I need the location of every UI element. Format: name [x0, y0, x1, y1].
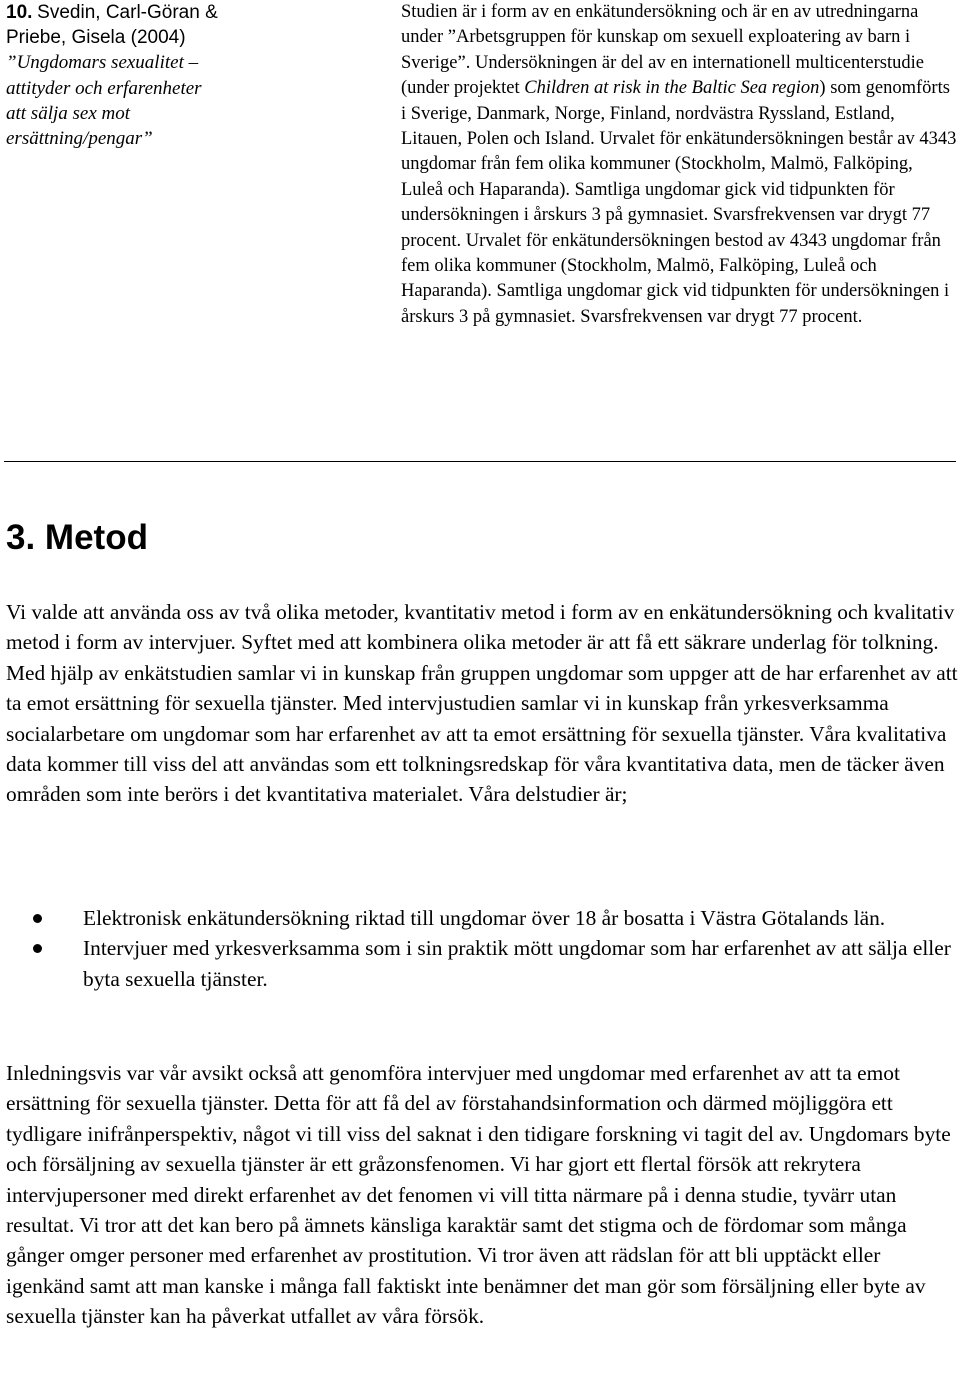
summary-text-part-2: ) som genomförts i Sverige, Danmark, Norge, Finland, nordvästra Ryssland, Estland, Litauen, Polen och Island. Urvalet för enkätundersökningen består av 4343 ungdomar från fem olika kommuner (Stockholm, Malmö, Falköping, Luleå och Haparanda). Samtliga ungdomar gick vid tidpunkten för undersökningen i årskurs 3 på gymnasiet. Svarsfrekvensen var drygt 77 procent. Urvalet för enkätundersökningen bestod av 4343 ungdomar från fem olika kommuner (Stockholm, Malmö, Falköping, Luleå och Haparanda). Samtliga ungdomar gick vid tidpunkten för undersökningen i årskurs 3 på gymnasiet. Svarsfrekvensen var drygt 77 procent. — [401, 78, 957, 327]
study-summary-cell — [401, 0, 957, 330]
list-item-text: Elektronisk enkätundersökning riktad till ungdomar över 18 år bosatta i Västra Götalands län. — [83, 906, 886, 930]
bullet-icon — [33, 944, 42, 953]
list-item — [6, 933, 956, 994]
section-heading: 3. Metod — [6, 518, 148, 557]
method-paragraph-1: Vi valde att använda oss av två olika metoder, kvantitativ metod i form av en enkätundersökning och kvalitativ metod i form av intervjuer. Syftet med att kombinera olika metoder är att få ett säkrare underlag för tolkning. Med hjälp av enkätstudien samlar vi in kunskap från gruppen ungdomar som uppger att de har erfarenhet av att ta emot ersättning för sexuella tjänster. Med intervjustudien samlar vi in kunskap från yrkesverksamma socialarbetare om ungdomar som har erfarenhet av att ta emot ersättning för sexuella tjänster. Våra kvalitativa data kommer till viss del att användas som ett tolkningsredskap för våra kvantitativa data, men de täcker även områden som inte berörs i det kvantitativa materialet. Våra delstudier är; — [6, 600, 958, 807]
literature-table-row — [0, 0, 960, 440]
reference-title-line: ersättning/pengar” — [6, 128, 153, 150]
project-name: Children at risk in the Baltic Sea region — [524, 78, 820, 99]
reference-title-line: ”Ungdomars sexualitet – — [6, 52, 199, 74]
reference-author: 10. Svedin, Carl-Göran & — [6, 2, 218, 23]
reference-title-line: attityder och erfarenheter — [6, 77, 202, 99]
substudies-list — [6, 903, 956, 994]
summary-text-part-1: Studien är i form av en enkätundersökning och är en av utredningarna under ”Arbetsgruppen för kunskap om sexuell exploatering av barn i Sverige”. Undersökningen är del av en internationell multicenterstudie (under projektet — [401, 2, 924, 99]
reference-author-line-2: Priebe, Gisela (2004) — [6, 27, 186, 49]
method-paragraph-2: Inledningsvis var vår avsikt också att genomföra intervjuer med ungdomar med erfarenhet av att ta emot ersättning för sexuella tjänster. Detta för att få del av förstahandsinformation och därmed möjliggöra ett tydligare inifrånperspektiv, något vi till viss del saknat i den tidigare forskning vi tagit del av. Ungdomars byte och försäljning av sexuella tjänster är ett gråzonsfenomen. Vi har gjort ett flertal försök att rekrytera intervjupersoner med direkt erfarenhet av det fenomen vi vill titta närmare på i denna studie, tyvärr utan resultat. Vi tror att det kan bero på ämnets känsliga karaktär samt det stigma och de fördomar som många gånger omger personer med erfarenhet av prostitution. Vi tror även att rädslan för att bli upptäckt eller igenkänd samt att man kanske i många fall faktiskt inte benämner det man gör som försäljning eller byte av sexuella tjänster kan ha påverkat utfallet av våra försök. — [6, 1061, 951, 1329]
list-item — [6, 903, 956, 933]
reference-number: 10. — [6, 2, 33, 23]
reference-title-line: att sälja sex mot — [6, 102, 131, 124]
reference-cell — [6, 0, 251, 151]
horizontal-divider — [4, 461, 956, 462]
list-item-text: Intervjuer med yrkesverksamma som i sin praktik mött ungdomar som har erfarenhet av att sälja eller byta sexuella tjänster. — [83, 936, 951, 991]
bullet-icon — [33, 914, 42, 923]
